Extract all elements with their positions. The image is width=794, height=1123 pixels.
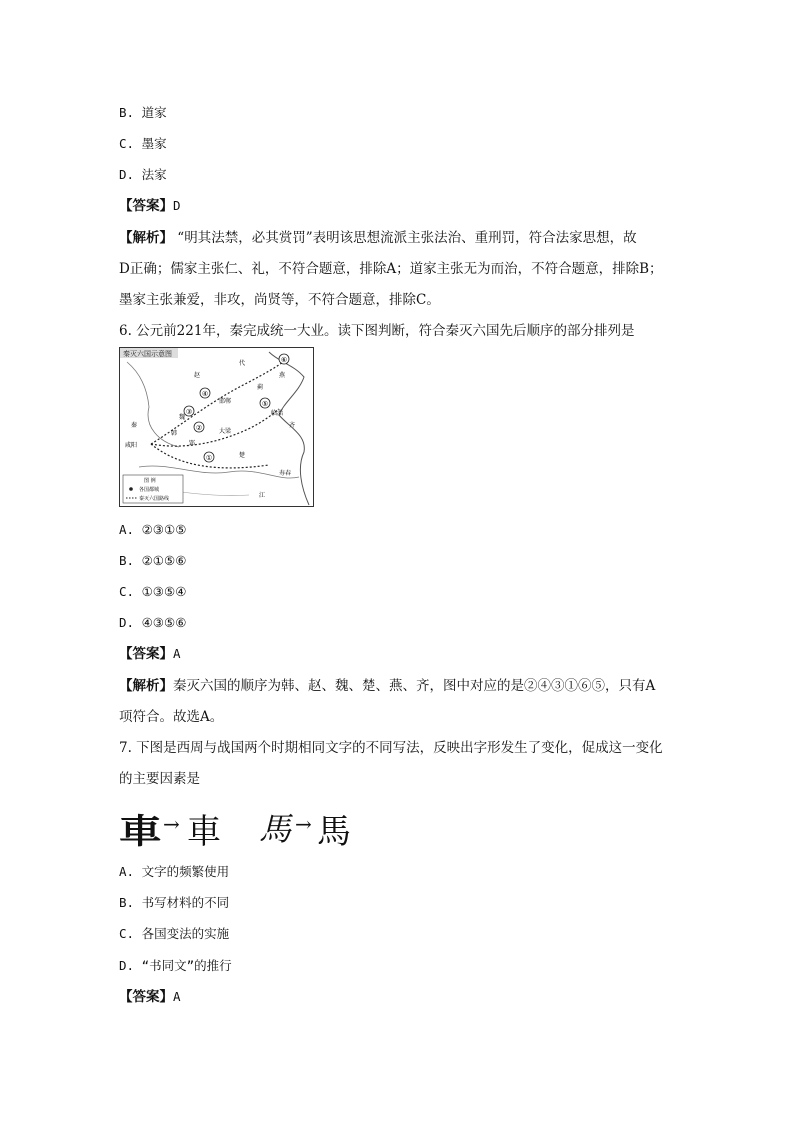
label-qi: 齐 [289,422,296,429]
label-ying: 郢 [189,440,196,447]
legend-city-dot [129,487,133,491]
label-jiang: 江 [259,492,266,499]
q6-stem: 6. 公元前221年，秦完成统一大业。读下图判断，符合秦灭六国先后顺序的部分排列是 [119,323,635,339]
label-chu: 楚 [239,452,246,459]
label-xianyang: 咸阳 [125,442,138,449]
q7-option-b: B. 书写材料的不同 [119,895,230,910]
qin-conquest-map [119,347,314,507]
q6-option-d: D. ④③⑤⑥ [119,615,187,630]
label-dai: 代 [239,360,246,367]
label-han: 韩 [171,430,178,437]
marker-5: ⑤ [261,400,269,408]
q7-option-d: D. “书同文”的推行 [119,958,232,973]
label-ji: 蓟 [257,384,264,391]
marker-2: ② [195,424,203,432]
q5-analysis-line1: 【解析】 “明其法禁，必其赏罚”表明该思想流派主张法治、重刑罚，符合法家思想，故 [119,230,637,246]
label-wei: 魏 [179,414,186,421]
q5-answer: 【答案】D [119,198,181,214]
q7-option-c: C. 各国变法的实施 [119,926,230,941]
q7-stem-line1: 7. 下图是西周与战国两个时期相同文字的不同写法，反映出字形发生了变化，促成这一变化 [119,740,663,756]
q5-option-c: C. 墨家 [119,136,167,151]
label-shouchun: 寿春 [279,470,292,477]
q6-answer: 【答案】A [119,646,181,662]
legend-route: 秦灭六国路线 [139,496,170,502]
label-daliang: 大梁 [219,428,232,435]
legend-city: 各国都城 [139,487,160,493]
marker-1: ① [205,454,213,462]
glyph-ma-western-zhou: 馬 [259,810,292,848]
q6-option-c: C. ①③⑤④ [119,584,187,599]
label-zhao: 赵 [194,372,201,379]
q6-analysis-line2: 项符合。故选A。 [119,709,224,725]
legend-title: 图 例 [144,478,156,484]
marker-3: ③ [185,408,193,416]
arrow-icon: → [163,812,180,836]
label-linzi: 临淄 [271,410,284,417]
q5-analysis-line3: 墨家主张兼爱，非攻，尚贤等，不符合题意，排除C。 [119,292,440,308]
q6-option-b: B. ②①⑤⑥ [119,553,187,568]
q7-answer: 【答案】A [119,989,181,1005]
label-qin: 秦 [131,422,138,429]
q5-analysis-line2: D正确；儒家主张仁、礼，不符合题意，排除A；道家主张无为而治，不符合题意，排除B； [119,261,663,277]
label-yan: 燕 [279,372,286,379]
q7-stem-line2: 的主要因素是 [119,771,200,787]
glyph-che-warring-states: 車 [187,812,221,852]
glyph-che-western-zhou: 車 [119,812,154,852]
arrow-icon: → [295,812,312,836]
q7-glyph-figure [119,800,351,852]
q5-option-b: B. 道家 [119,105,167,120]
q7-option-a: A. 文字的频繁使用 [119,864,230,879]
map-title: 秦灭六国示意图 [123,350,172,358]
marker-4: ④ [201,390,209,398]
q6-option-a: A. ②③①⑤ [119,522,187,537]
label-handan: 邯郸 [219,398,232,405]
q5-option-d: D. 法家 [119,167,167,182]
marker-6: ⑥ [280,356,288,364]
glyph-ma-warring-states: 馬 [317,812,351,852]
q6-analysis-line1: 【解析】秦灭六国的顺序为韩、赵、魏、楚、燕、齐，图中对应的是②④③①⑥⑤，只有A [119,678,656,694]
